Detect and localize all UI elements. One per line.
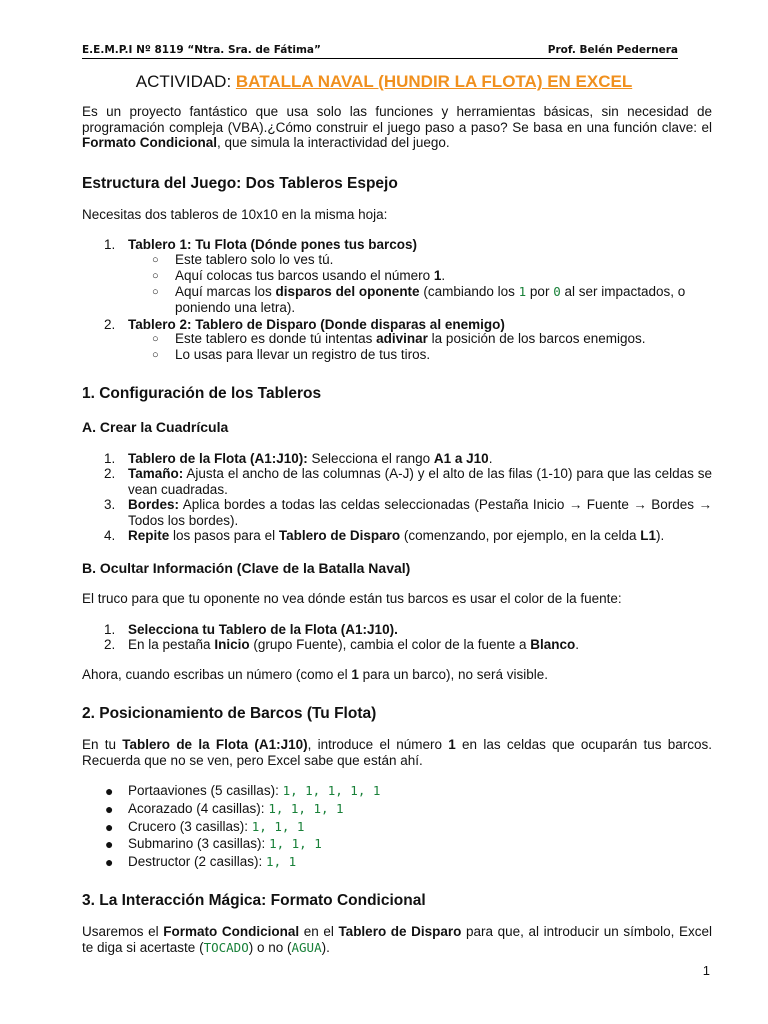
code-text: AGUA — [291, 939, 322, 955]
text: Este tablero es donde tú intentas — [175, 331, 377, 346]
intro-bold: Formato Condicional — [82, 135, 217, 150]
ship-code: 1, 1, 1, 1 — [268, 801, 344, 816]
bold-text: Tablero de Disparo — [278, 528, 401, 543]
sub-bullet: ○ — [152, 254, 159, 266]
title-link[interactable]: BATALLA NAVAL (HUNDIR LA FLOTA) EN EXCEL — [235, 72, 633, 91]
ship-label: Acorazado (4 casillas): — [128, 801, 269, 816]
text: por — [526, 284, 554, 299]
bold-text: Tablero de la Flota (A1:J10) — [122, 737, 308, 752]
sub-list-item — [175, 331, 715, 347]
bold-text: L1 — [640, 528, 657, 543]
heading-configuracion: 1. Configuración de los Tableros — [82, 385, 322, 402]
ship-item — [128, 836, 712, 852]
heading-estructura: Estructura del Juego: Dos Tableros Espejo — [82, 175, 398, 192]
text: (grupo Fuente), cambia el color de la fuente a — [249, 637, 531, 652]
intro-text-2: , que simula la interactividad del juego. — [217, 135, 450, 150]
bold-text: 1 — [448, 737, 456, 752]
school-name: E.E.M.P.I Nº 8119 “Ntra. Sra. de Fátima” — [82, 44, 321, 56]
bullet: ● — [105, 854, 114, 870]
ship-item — [128, 783, 712, 799]
text: ) o no ( — [248, 939, 292, 955]
list-item — [128, 497, 712, 528]
ship-code: 1, 1, 1 — [269, 836, 322, 851]
bold-text: adivinar — [376, 331, 428, 346]
bullet: ● — [105, 836, 114, 852]
bold-text: 1 — [433, 268, 442, 283]
ship-code: 1, 1 — [266, 854, 297, 869]
bold-text: A1 a J10 — [433, 451, 489, 466]
intro-paragraph — [82, 104, 712, 151]
text: (cambiando los — [419, 284, 519, 299]
title-prefix: ACTIVIDAD: — [135, 72, 236, 91]
text: al ser impactados, o poniendo una letra). — [175, 284, 686, 315]
bold-text: Tablero de Disparo — [338, 924, 462, 939]
bold-text: Inicio — [214, 637, 250, 652]
code-text: 1 — [518, 284, 527, 299]
bold-text: Tamaño: — [128, 466, 184, 481]
subheading-cuadricula: A. Crear la Cuadrícula — [82, 419, 229, 435]
item-label: Tablero 2: Tablero de Disparo (Donde disparas al enemigo) — [128, 317, 505, 332]
page-header — [82, 44, 678, 59]
ship-item — [128, 854, 712, 870]
sub-list-item: Lo usas para llevar un registro de tus tiros. — [175, 347, 431, 362]
text: En la pestaña — [128, 637, 215, 652]
text: los pasos para el — [169, 528, 279, 543]
ship-label: Portaaviones (5 casillas): — [128, 783, 283, 798]
list-item — [128, 451, 712, 467]
list-number: 1. — [104, 451, 116, 466]
code-text: 0 — [553, 284, 561, 299]
text: Aplica bordes a todas las celdas seleccionadas (Pestaña Inicio → Fuente → Bordes → Todos los bordes). — [128, 497, 712, 528]
ocultar-after — [82, 667, 712, 683]
sub-bullet: ○ — [152, 333, 159, 345]
activity-title — [0, 72, 768, 92]
bold-text: Bordes: — [128, 497, 180, 512]
text: ). — [656, 528, 665, 543]
ship-label: Destructor (2 casillas): — [128, 854, 267, 869]
bold-text: disparos del oponente — [275, 284, 420, 299]
text: para un barco), no será visible. — [358, 667, 549, 682]
text: Aquí colocas tus barcos usando el número — [175, 268, 434, 283]
list-item — [128, 637, 712, 653]
text: . — [488, 451, 493, 466]
text: Ahora, cuando escribas un número (como el — [82, 667, 352, 682]
list-number: 1. — [104, 622, 116, 637]
list-number: 2. — [104, 466, 116, 481]
ocultar-lead: El truco para que tu oponente no vea dónde están tus barcos es usar el color de la fuente: — [82, 591, 622, 606]
posicionamiento-paragraph — [82, 737, 712, 768]
list-item — [128, 237, 712, 253]
list-number: 4. — [104, 528, 116, 543]
list-number: 1. — [104, 237, 116, 252]
bold-text: Formato Condicional — [163, 924, 300, 939]
text: Ajusta el ancho de las columnas (A-J) y el alto de las filas (1-10) para que las celdas se vean cuadradas. — [128, 466, 712, 497]
sub-list-item — [175, 268, 715, 284]
text: . — [441, 268, 446, 283]
intro-text-1: Es un proyecto fantástico que usa solo las funciones y herramientas básicas, sin necesidad de programación compleja (VBA).¿Cómo construir el juego paso a paso? Se basa en una función clave: el — [82, 104, 712, 135]
formato-paragraph — [82, 924, 712, 955]
list-item — [128, 466, 712, 497]
teacher-name: Prof. Belén Pedernera — [547, 44, 678, 56]
text: Usaremos el — [82, 924, 164, 939]
sub-bullet: ○ — [152, 349, 159, 361]
ship-label: Submarino (3 casillas): — [128, 836, 270, 851]
text: la posición de los barcos enemigos. — [427, 331, 646, 346]
bold-text: Blanco — [530, 637, 576, 652]
text: (comenzando, por ejemplo, en la celda — [400, 528, 641, 543]
page-number: 1 — [702, 963, 710, 978]
bold-text: 1 — [351, 667, 359, 682]
bold-text: Repite — [128, 528, 170, 543]
ship-label: Crucero (3 casillas): — [128, 819, 252, 834]
text: en las celdas que ocuparán tus barcos. Recuerda que no se ven, pero Excel sabe que están ahí. — [82, 737, 713, 768]
bold-text: Tablero de la Flota (A1:J10): — [128, 451, 308, 466]
heading-formato-condicional: 3. La Interacción Mágica: Formato Condicional — [82, 892, 426, 909]
list-item — [128, 622, 712, 638]
ship-code: 1, 1, 1, 1, 1 — [282, 783, 381, 798]
text: para que, al introducir un símbolo, Excel te diga si acertaste ( — [82, 924, 713, 955]
text: . — [575, 637, 580, 652]
list-number: 3. — [104, 497, 116, 512]
sub-list-item: Este tablero solo lo ves tú. — [175, 252, 334, 267]
estructura-lead: Necesitas dos tableros de 10x10 en la misma hoja: — [82, 207, 388, 222]
sub-list-item — [175, 284, 715, 315]
list-number: 2. — [104, 637, 116, 652]
bold-text: Selecciona tu Tablero de la Flota (A1:J10). — [128, 622, 398, 637]
sub-bullet: ○ — [152, 270, 159, 282]
code-text: TOCADO — [203, 939, 249, 955]
text: ). — [321, 939, 330, 955]
text: , introduce el número — [307, 737, 449, 752]
bullet: ● — [105, 783, 114, 799]
bullet: ● — [105, 819, 114, 835]
ship-item — [128, 819, 712, 835]
text: En tu — [82, 737, 123, 752]
list-item — [128, 528, 712, 544]
bullet: ● — [105, 801, 114, 817]
ship-code: 1, 1, 1 — [251, 819, 305, 834]
text: Aquí marcas los — [175, 284, 276, 299]
text: en el — [299, 924, 339, 939]
sub-bullet: ○ — [152, 286, 159, 298]
heading-posicionamiento: 2. Posicionamiento de Barcos (Tu Flota) — [82, 705, 377, 722]
list-number: 2. — [104, 317, 116, 332]
subheading-ocultar: B. Ocultar Información (Clave de la Batalla Naval) — [82, 560, 411, 576]
text: Selecciona el rango — [307, 451, 434, 466]
item-label: Tablero 1: Tu Flota (Dónde pones tus barcos) — [128, 237, 418, 252]
ship-item — [128, 801, 712, 817]
